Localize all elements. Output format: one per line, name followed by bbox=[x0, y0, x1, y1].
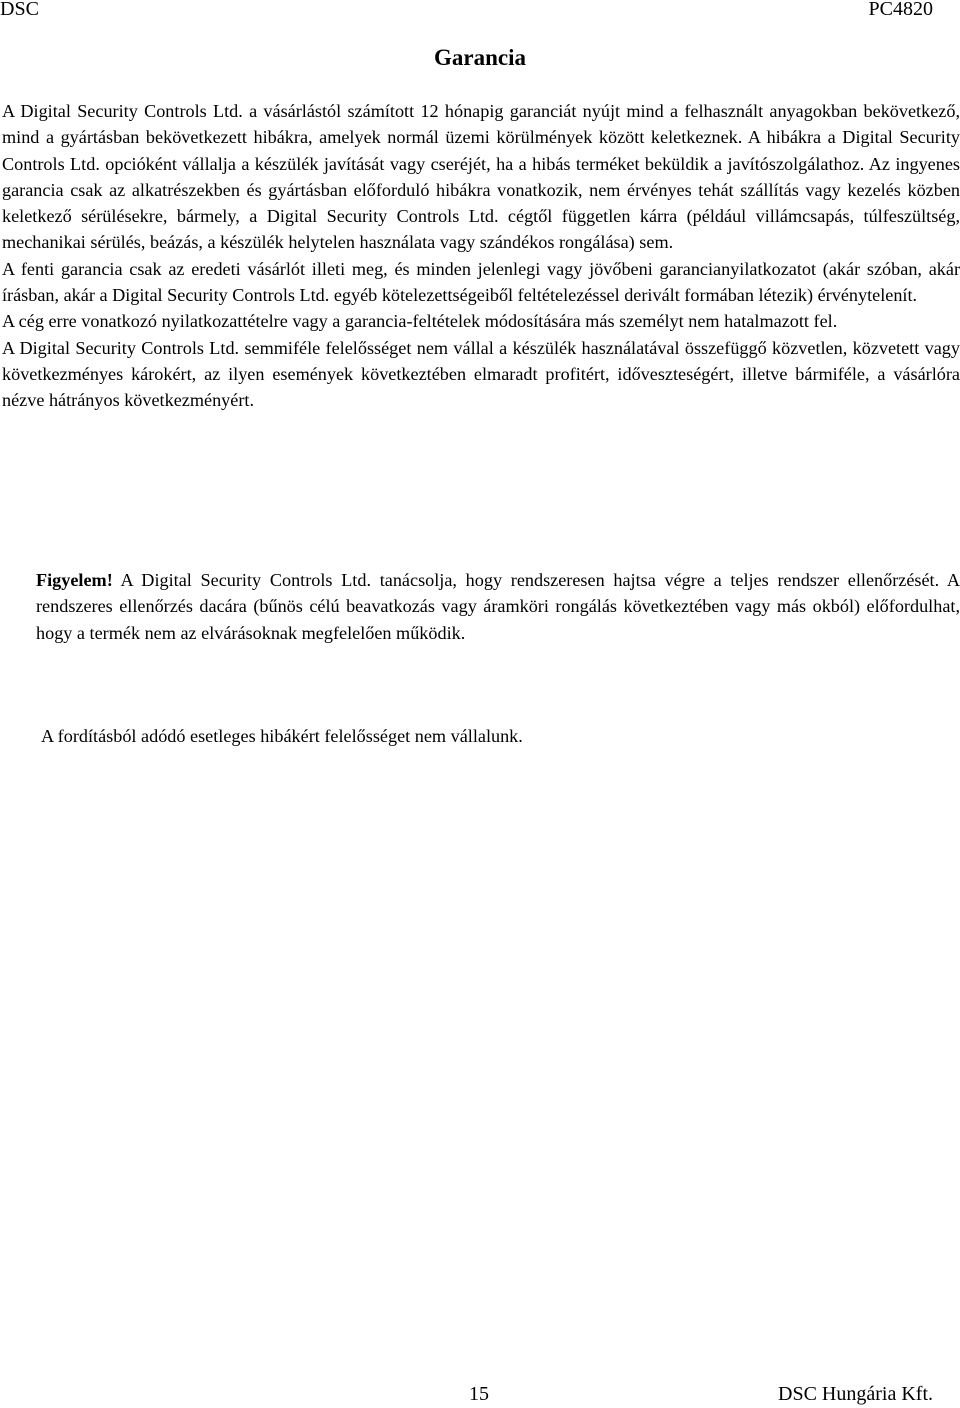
warranty-paragraph-terms: A Digital Security Controls Ltd. a vásárlástól számított 12 hónapig garanciát nyújt mind a felhasznált anyagokban bekövetkező, mind a gyártásban bekövetkezett hibákra, amelyek normál üzemi körülmények között keletkeznek. A hibákra a Digital Security Controls Ltd. opcióként vállalja a készülék javítását vagy cseréjét, ha a hibás terméket beküldik a javítószolgálathoz. Az ingyenes garancia csak az alkatrészekben és gyártásban előforduló hibákra vonatkozik, nem érvényes tehát szállítás vagy kezelés közben keletkező sérülésekre, bármely, a Digital Security Controls Ltd. cégtől független kárra (például villámcsapás, túlfeszültség, mechanikai sérülés, beázás, a készülék helytelen használata vagy szándékos rongálása) sem. bbox=[2, 101, 960, 253]
header-model: PC4820 bbox=[868, 0, 933, 20]
page-title: Garancia bbox=[434, 45, 526, 70]
warranty-paragraph-liability: A Digital Security Controls Ltd. semmiféle felelősséget nem vállal a készülék használatával összefüggő közvetlen, közvetett vagy következményes károkért, az ilyen események következtében elmaradt profitért, időveszteségért, illetve bármiféle, a vásárlóra nézve hátrányos következményért. bbox=[2, 337, 960, 411]
warning-notice bbox=[36, 567, 960, 646]
translation-disclaimer: A fordításból adódó esetleges hibákért felelősséget nem vállalunk. bbox=[41, 726, 523, 746]
warning-text: A Digital Security Controls Ltd. tanácsolja, hogy rendszeresen hajtsa végre a teljes rendszer ellenőrzését. A rendszeres ellenőrzés dacára (bűnös célú beavatkozás vagy áramköri rongálás következtében vagy más okból) előfordulhat, hogy a termék nem az elvárásoknak megfelelően működik. bbox=[36, 570, 960, 643]
page-number: 15 bbox=[469, 1383, 489, 1405]
footer-company: DSC Hungária Kft. bbox=[778, 1383, 933, 1405]
warning-label: Figyelem! bbox=[36, 570, 113, 590]
header-brand: DSC bbox=[0, 0, 39, 20]
warranty-paragraph-authorization: A cég erre vonatkozó nyilatkozattételre vagy a garancia-feltételek módosítására más személyt nem hatalmazott fel. bbox=[2, 311, 838, 332]
warranty-paragraph-original-buyer: A fenti garancia csak az eredeti vásárlót illeti meg, és minden jelenlegi vagy jövőbeni garancianyilatkozatot (akár szóban, akár írásban, akár a Digital Security Controls Ltd. egyéb kötelezettségeiből feltételezéssel derivált formában létezik) érvénytelenít. bbox=[2, 258, 960, 306]
warranty-body bbox=[2, 98, 960, 414]
